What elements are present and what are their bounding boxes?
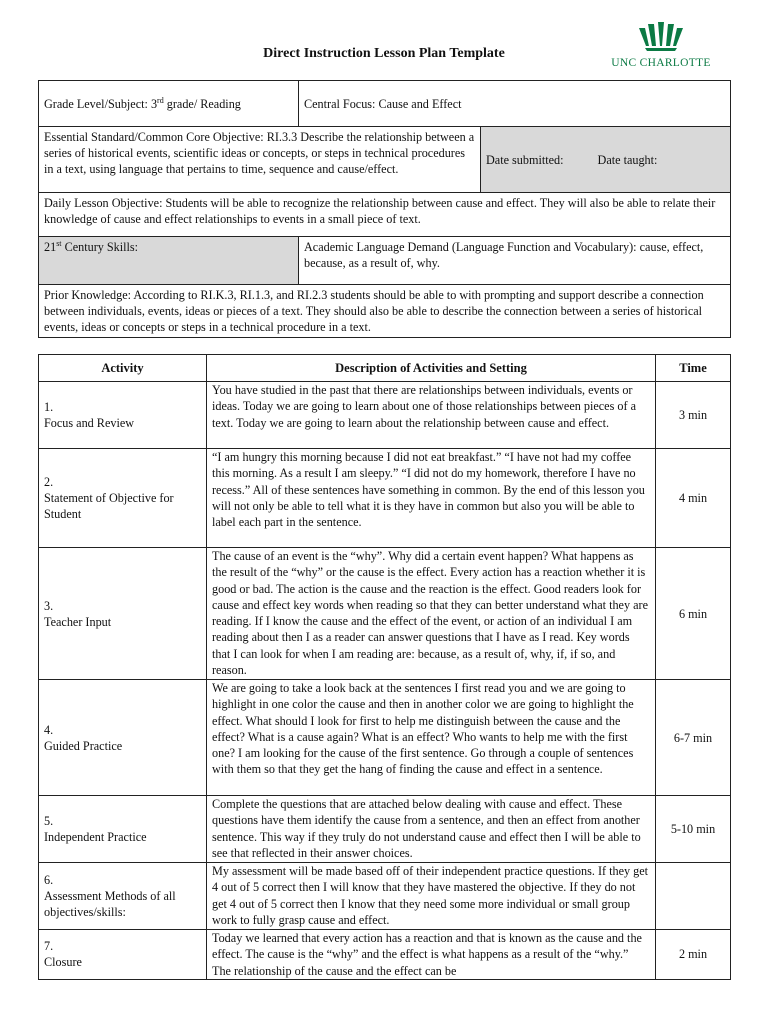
activity-row xyxy=(39,382,731,449)
activity-description: Complete the questions that are attached below dealing with cause and effect. These questions have them identify the cause from a sentence, and then an effect from another sentence. This way if they truly do not understand cause and effect then I will be able to see that reflected in their answer choices. xyxy=(207,796,656,863)
central-focus-cell: Central Focus: Cause and Effect xyxy=(299,81,731,127)
activity-name: Independent Practice xyxy=(44,830,147,844)
activity-description: The cause of an event is the “why”. Why did a certain event happen? What happens as the result of the “why” or the cause is the effect. Every action has a reaction whether it is good or bad. The action is the cause and the reaction is the effect. Good readers look for cause and effect key words when reading so that they can better understand what they are reading. If I know the cause and the effect of the event, or action of an individual I am reading about then I as a reader can answer questions that I have as I read. Key words that I can look for when I am reading are: because, as a result of, why, if, if so, and reason. xyxy=(207,548,656,680)
activity-name-cell xyxy=(39,930,207,980)
activity-name-cell xyxy=(39,863,207,930)
activity-name-cell xyxy=(39,382,207,449)
page-title: Direct Instruction Lesson Plan Template xyxy=(263,46,505,61)
activity-row xyxy=(39,863,731,930)
activity-description: “I am hungry this morning because I did not eat breakfast.” “I have not had my coffee this morning. As a result I am sleepy.” “I did not do my homework, therefore I have no recess.” All of these sentences have something in common. By the end of this lesson you will not only be able to tell what it is they have in common but also you will be able to label each part in the sentence. xyxy=(207,449,656,548)
activity-number: 4. xyxy=(44,722,54,737)
activity-time: 6 min xyxy=(656,548,731,680)
crown-logo-icon xyxy=(631,20,691,54)
activity-name-cell xyxy=(39,449,207,548)
activity-name: Focus and Review xyxy=(44,416,135,430)
activity-number: 3. xyxy=(44,598,54,613)
unc-charlotte-logo xyxy=(606,20,716,72)
activity-name: Assessment Methods of all objectives/skills: xyxy=(44,889,176,919)
activity-number: 6. xyxy=(44,873,54,887)
century-skills-cell: 21st Century Skills: xyxy=(39,237,299,285)
activity-time: 6-7 min xyxy=(656,680,731,796)
date-taught-label: Date taught: xyxy=(597,152,658,167)
activity-row xyxy=(39,930,731,980)
activity-row xyxy=(39,680,731,796)
academic-language-cell: Academic Language Demand (Language Function and Vocabulary): cause, effect, because, as a result of, why. xyxy=(299,237,731,285)
activity-name: Teacher Input xyxy=(44,614,112,629)
activity-name-cell xyxy=(39,796,207,863)
activity-description: You have studied in the past that there are relationships between individuals, events or ideas. Today we are going to learn about one of those relationships between pieces of a text. Today we are going to learn about the relationship between cause and effect. xyxy=(207,382,656,449)
activity-number: 1. xyxy=(44,400,54,414)
activity-number: 7. xyxy=(44,939,54,954)
activity-time: 2 min xyxy=(656,930,731,980)
activity-name-cell xyxy=(39,680,207,796)
daily-objective-cell: Daily Lesson Objective: Students will be able to recognize the relationship between cause and effect. They will also be able to relate their knowledge of cause and effect relationships to events in a small piece of text. xyxy=(39,193,731,237)
description-header: Description of Activities and Setting xyxy=(207,355,656,382)
activities-table xyxy=(38,354,731,980)
activity-row xyxy=(39,548,731,680)
time-header: Time xyxy=(656,355,731,382)
lesson-info-table xyxy=(38,80,731,338)
activity-name-cell xyxy=(39,548,207,680)
activity-name: Guided Practice xyxy=(44,738,123,753)
activity-time xyxy=(656,863,731,930)
activity-time: 5-10 min xyxy=(656,796,731,863)
essential-standard-cell: Essential Standard/Common Core Objective: RI.3.3 Describe the relationship between a series of historical events, scientific ideas or concepts, or steps in technical procedures in a text, using language that pertains to time, sequence and cause/effect. xyxy=(39,127,481,193)
activity-number: 2. xyxy=(44,475,54,489)
activity-description: Today we learned that every action has a reaction and that is known as the cause and the effect. The cause is the “why” and the effect is what happens as a result of the “why.” The relationship of the cause and the effect can be xyxy=(207,930,656,980)
activity-name: Closure xyxy=(44,955,82,970)
grade-subject-cell: Grade Level/Subject: 3rd grade/ Reading xyxy=(39,81,299,127)
activity-row xyxy=(39,796,731,863)
activity-header: Activity xyxy=(39,355,207,382)
activity-number: 5. xyxy=(44,814,54,828)
date-submitted-label: Date submitted: xyxy=(486,152,564,167)
prior-knowledge-cell: Prior Knowledge: According to RI.K.3, RI.1.3, and RI.2.3 students should be able to with prompting and support describe a connection between individuals, events, ideas or pieces of a text. They should also be able to describe the connection between a series of historical events, ideas or concepts or steps in a technical procedure in a text. xyxy=(39,285,731,338)
activity-time: 4 min xyxy=(656,449,731,548)
dates-cell xyxy=(481,127,731,193)
logo-text: UNC CHARLOTTE xyxy=(611,57,711,69)
activity-description: We are going to take a look back at the sentences I first read you and we are going to highlight in one color the cause and then in another color we are going to highlight the effect. What should I look for first to help me distinguish between the cause and the effect? What is a cause again? What is an effect? Who wants to help me with the first one? I am looking for the cause of the first sentence. Go through a couple of sentences with them so that they get the hang of finding the cause and effect in a sentence. xyxy=(207,680,656,796)
activity-row xyxy=(39,449,731,548)
activity-time: 3 min xyxy=(656,382,731,449)
activity-name: Statement of Objective for Student xyxy=(44,491,174,521)
activity-description: My assessment will be made based off of their independent practice questions. If they get 4 out of 5 correct then I will know that they have mastered the objective. If they do not get 4 out of 5 correct then I know that they need some more individual or small group work to fully grasp cause and effect. xyxy=(207,863,656,930)
